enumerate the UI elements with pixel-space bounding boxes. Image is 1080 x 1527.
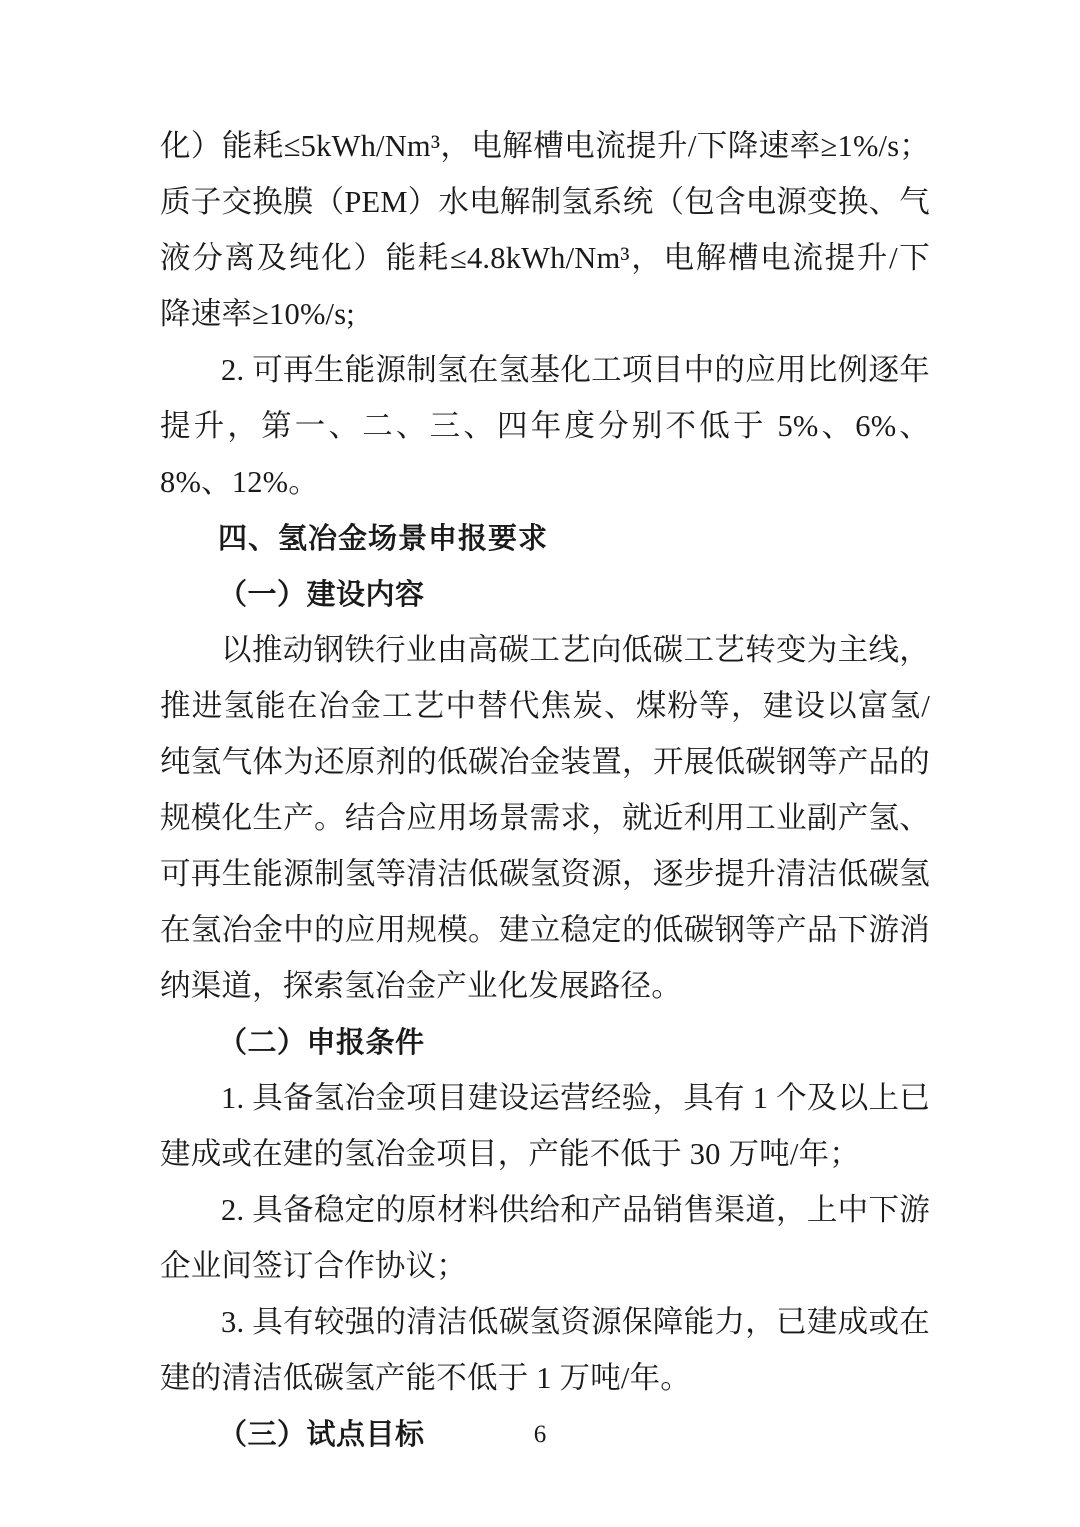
paragraph-construction-content: 以推动钢铁行业由高碳工艺向低碳工艺转变为主线，推进氢能在冶金工艺中替代焦炭、煤粉等，建设以富氢/纯氢气体为还原剂的低碳冶金装置，开展低碳钢等产品的规模化生产。结合应用场景需求，就近利用工业副产氢、可再生能源制氢等清洁低碳氢资源，逐步提升清洁低碳氢在氢冶金中的应用规模。建立稳定的低碳钢等产品下游消纳渠道，探索氢冶金产业化发展路径。: [160, 633, 930, 1003]
subsection-heading-pilot-goals: （三）试点目标: [218, 1417, 425, 1451]
page-number: 6: [533, 1421, 547, 1448]
paragraph-condition-1: 1. 具备氢冶金项目建设运营经验，具有 1 个及以上已建成或在建的氢冶金项目，产能不低于 30 万吨/年；: [160, 1081, 930, 1171]
subsection-heading-application-conditions: （二）申报条件: [218, 1025, 425, 1059]
paragraph-condition-3: 3. 具有较强的清洁低碳氢资源保障能力，已建成或在建的清洁低碳氢产能不低于 1 万吨/年。: [160, 1305, 930, 1395]
paragraph-renewable-hydrogen-ratio: 2. 可再生能源制氢在氢基化工项目中的应用比例逐年提升，第一、二、三、四年度分别不低于 5%、6%、8%、12%。: [160, 353, 930, 499]
section-heading-hydrogen-metallurgy: 四、氢冶金场景申报要求: [218, 521, 549, 555]
subsection-heading-construction-content: （一）建设内容: [218, 577, 425, 611]
document-body: [160, 118, 930, 1462]
paragraph-continued-electrolysis: 化）能耗≤5kWh/Nm³，电解槽电流提升/下降速率≥1%/s；质子交换膜（PEM）水电解制氢系统（包含电源变换、气液分离及纯化）能耗≤4.8kWh/Nm³，电解槽电流提升/下降速率≥10%/s;: [160, 129, 930, 331]
paragraph-condition-2: 2. 具备稳定的原材料供给和产品销售渠道，上中下游企业间签订合作协议；: [160, 1193, 930, 1283]
